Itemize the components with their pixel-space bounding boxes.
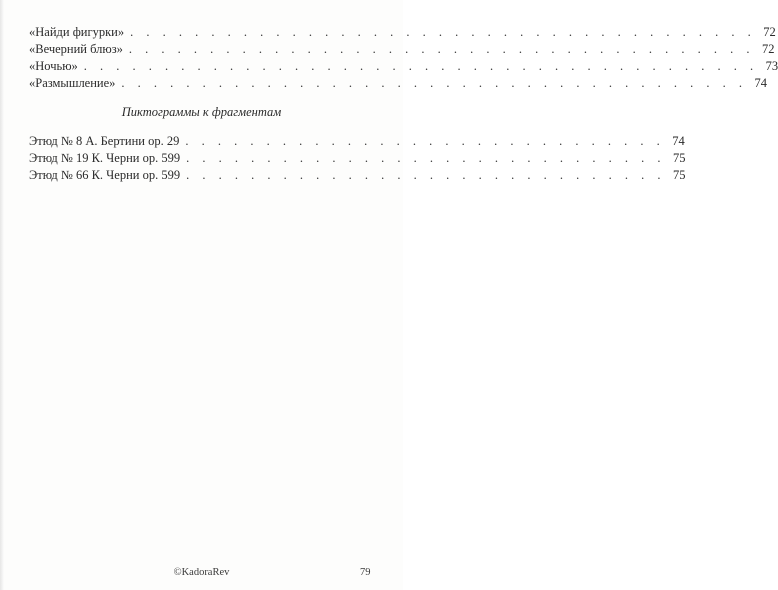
toc-entry-title: «Ночью» xyxy=(29,59,78,73)
toc-entry-page: 75 xyxy=(672,168,686,182)
binding-shadow xyxy=(0,0,4,590)
section-heading: Пиктограммы к фрагментам xyxy=(121,105,282,119)
toc-entry-page: 75 xyxy=(672,151,686,165)
toc-entry-page: 73 xyxy=(765,59,778,73)
toc-dot-leader: . . . . . . . . . . . . . . . . . . . . . . . . . . . . . . xyxy=(186,168,666,182)
toc-dot-leader: . . . . . . . . . . . . . . . . . . . . . . . . . . . . . . . . . . . . . . . xyxy=(130,25,756,39)
toc-entry-title: Этюд № 19 К. Черни ор. 599 xyxy=(29,151,181,165)
toc-entry xyxy=(29,41,775,58)
toc-dot-leader: . . . . . . . . . . . . . . . . . . . . . . . . . . . . . . . . . . . . . . . xyxy=(121,76,748,90)
toc-dot-leader: . . . . . . . . . . . . . . . . . . . . . . . . . . . . . . . . . . . . . . . . . . xyxy=(83,59,759,73)
watermark-text: ©KadoraRev xyxy=(173,567,230,578)
toc-dot-leader: . . . . . . . . . . . . . . . . . . . . . . . . . . . . . . . . . . . . . . . xyxy=(128,42,755,56)
toc-entry xyxy=(29,24,776,41)
toc-entry-title: «Вечерний блюз» xyxy=(29,42,123,56)
toc-entry xyxy=(29,58,778,75)
toc-entry xyxy=(29,75,768,92)
toc-entry-title: Этюд № 66 К. Черни ор. 599 xyxy=(29,168,181,182)
toc-entry-title: Этюд № 8 А. Бертини ор. 29 xyxy=(29,134,180,148)
toc-entry-page: 74 xyxy=(672,134,685,148)
toc-list-fragments xyxy=(29,133,686,184)
toc-entry-page: 72 xyxy=(762,42,775,56)
toc-list-pieces xyxy=(29,24,778,92)
toc-entry-title: «Найди фигурки» xyxy=(29,25,125,39)
toc-entry-title: «Размышление» xyxy=(29,76,116,90)
page-number: 79 xyxy=(360,567,371,578)
toc-dot-leader: . . . . . . . . . . . . . . . . . . . . . . . . . . . . . . xyxy=(186,151,666,165)
toc-dot-leader: . . . . . . . . . . . . . . . . . . . . . . . . . . . . . . xyxy=(185,134,665,148)
toc-entry-page: 74 xyxy=(754,76,768,90)
toc-entry xyxy=(29,167,686,184)
toc-entry xyxy=(29,150,686,167)
toc-entry-page: 72 xyxy=(763,25,776,39)
toc-entry xyxy=(29,133,685,150)
